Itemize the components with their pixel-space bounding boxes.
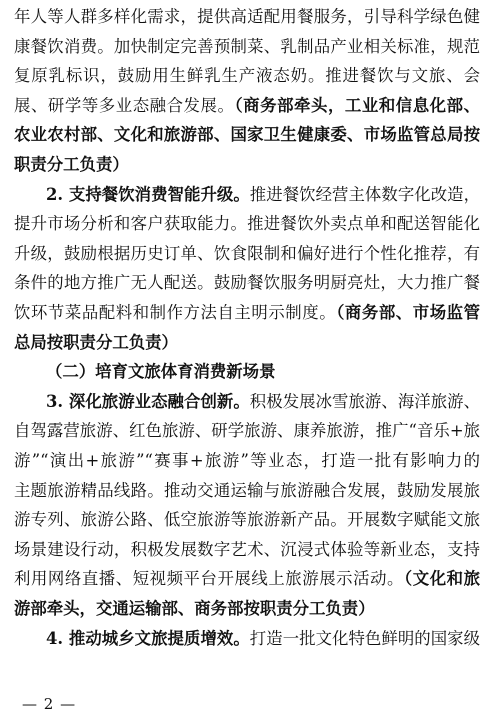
text-line bbox=[46, 387, 480, 416]
text-line bbox=[14, 505, 480, 534]
text-segment: 推进餐饮经营主体数字化改造， bbox=[249, 184, 480, 204]
text-line bbox=[14, 2, 480, 31]
text-segment: 利用网络直播、短视频平台开展线上旅游展示活动。 bbox=[14, 569, 404, 589]
bold-text-segment: 职责分工负责） bbox=[14, 155, 129, 174]
text-line bbox=[14, 416, 480, 445]
text-line bbox=[14, 268, 480, 297]
text-segment: 年人等人群多样化需求，提供高适配用餐服务，引导科学绿色健 bbox=[14, 7, 480, 26]
text-segment: 条件的地方推广无人配送。鼓励餐饮服务明厨亮灶，大力推广餐 bbox=[14, 273, 480, 293]
bold-text-segment: （商务部牵头，工业和信息化部、 bbox=[234, 95, 480, 115]
text-line bbox=[14, 328, 480, 357]
text-segment: 游”“演出+旅游”“赛事+旅游”等业态，打造一批有影响力的 bbox=[14, 451, 480, 470]
text-segment: 饮环节菜品配料和制作方法自主明示制度。 bbox=[14, 303, 337, 322]
text-segment: 复原乳标识，鼓励用生鲜乳生产液态奶。推进餐饮与文旅、会 bbox=[14, 66, 480, 86]
text-segment: 游专列、旅游公路、低空旅游等旅游新产品。开展数字赋能文旅 bbox=[14, 510, 480, 530]
bold-text-segment: （文化和旅 bbox=[403, 569, 480, 589]
text-segment: 展、研学等多业态融合发展。 bbox=[14, 95, 235, 115]
text-line bbox=[14, 120, 480, 149]
bold-text-segment: 3. 深化旅游业态融合创新。 bbox=[46, 391, 250, 411]
text-segment: 康餐饮消费。加快制定完善预制菜、乳制品产业相关标准，规范 bbox=[14, 36, 480, 56]
text-line bbox=[46, 624, 480, 653]
bold-text-segment: 游部牵头，交通运输部、商务部按职责分工负责） bbox=[14, 599, 375, 618]
bold-text-segment: （二）培育文旅体育消费新场景 bbox=[46, 362, 276, 382]
text-line bbox=[46, 357, 480, 386]
text-line bbox=[14, 476, 480, 505]
page-number: — 2 — bbox=[22, 695, 77, 713]
text-segment: 场景建设行动，积极发展数字艺术、沉浸式体验等新业态，支持 bbox=[14, 539, 480, 559]
text-segment: 打造一批文化特色鲜明的国家级 bbox=[249, 628, 480, 648]
text-segment: 自驾露营旅游、红色旅游、研学旅游、康养旅游，推广“音乐+旅 bbox=[14, 421, 480, 441]
text-line bbox=[14, 150, 480, 179]
text-line bbox=[14, 298, 480, 327]
bold-text-segment: 农业农村部、文化和旅游部、国家卫生健康委、市场监管总局按 bbox=[14, 125, 480, 145]
text-segment: 提升市场分析和客户获取能力。推进餐饮外卖点单和配送智能化 bbox=[14, 214, 480, 234]
text-segment: 升级，鼓励根据历史订单、饮食限制和偏好进行个性化推荐，有 bbox=[14, 243, 480, 263]
text-line bbox=[14, 32, 480, 61]
bold-text-segment: 4. 推动城乡文旅提质增效。 bbox=[46, 628, 250, 648]
text-line bbox=[14, 61, 480, 90]
text-line bbox=[14, 594, 480, 623]
text-line bbox=[14, 446, 480, 475]
text-line bbox=[14, 564, 480, 593]
text-segment: 积极发展冰雪旅游、海洋旅游、 bbox=[249, 391, 480, 411]
text-line bbox=[14, 209, 480, 238]
text-line bbox=[14, 91, 480, 120]
text-line bbox=[14, 239, 480, 268]
bold-text-segment: （商务部、市场监管 bbox=[336, 303, 480, 322]
text-segment: 主题旅游精品线路。推动交通运输与旅游融合发展，鼓励发展旅 bbox=[14, 480, 480, 500]
text-line bbox=[14, 535, 480, 564]
text-line bbox=[46, 180, 480, 209]
bold-text-segment: 总局按职责分工负责） bbox=[14, 332, 178, 352]
bold-text-segment: 2. 支持餐饮消费智能升级。 bbox=[46, 184, 250, 204]
